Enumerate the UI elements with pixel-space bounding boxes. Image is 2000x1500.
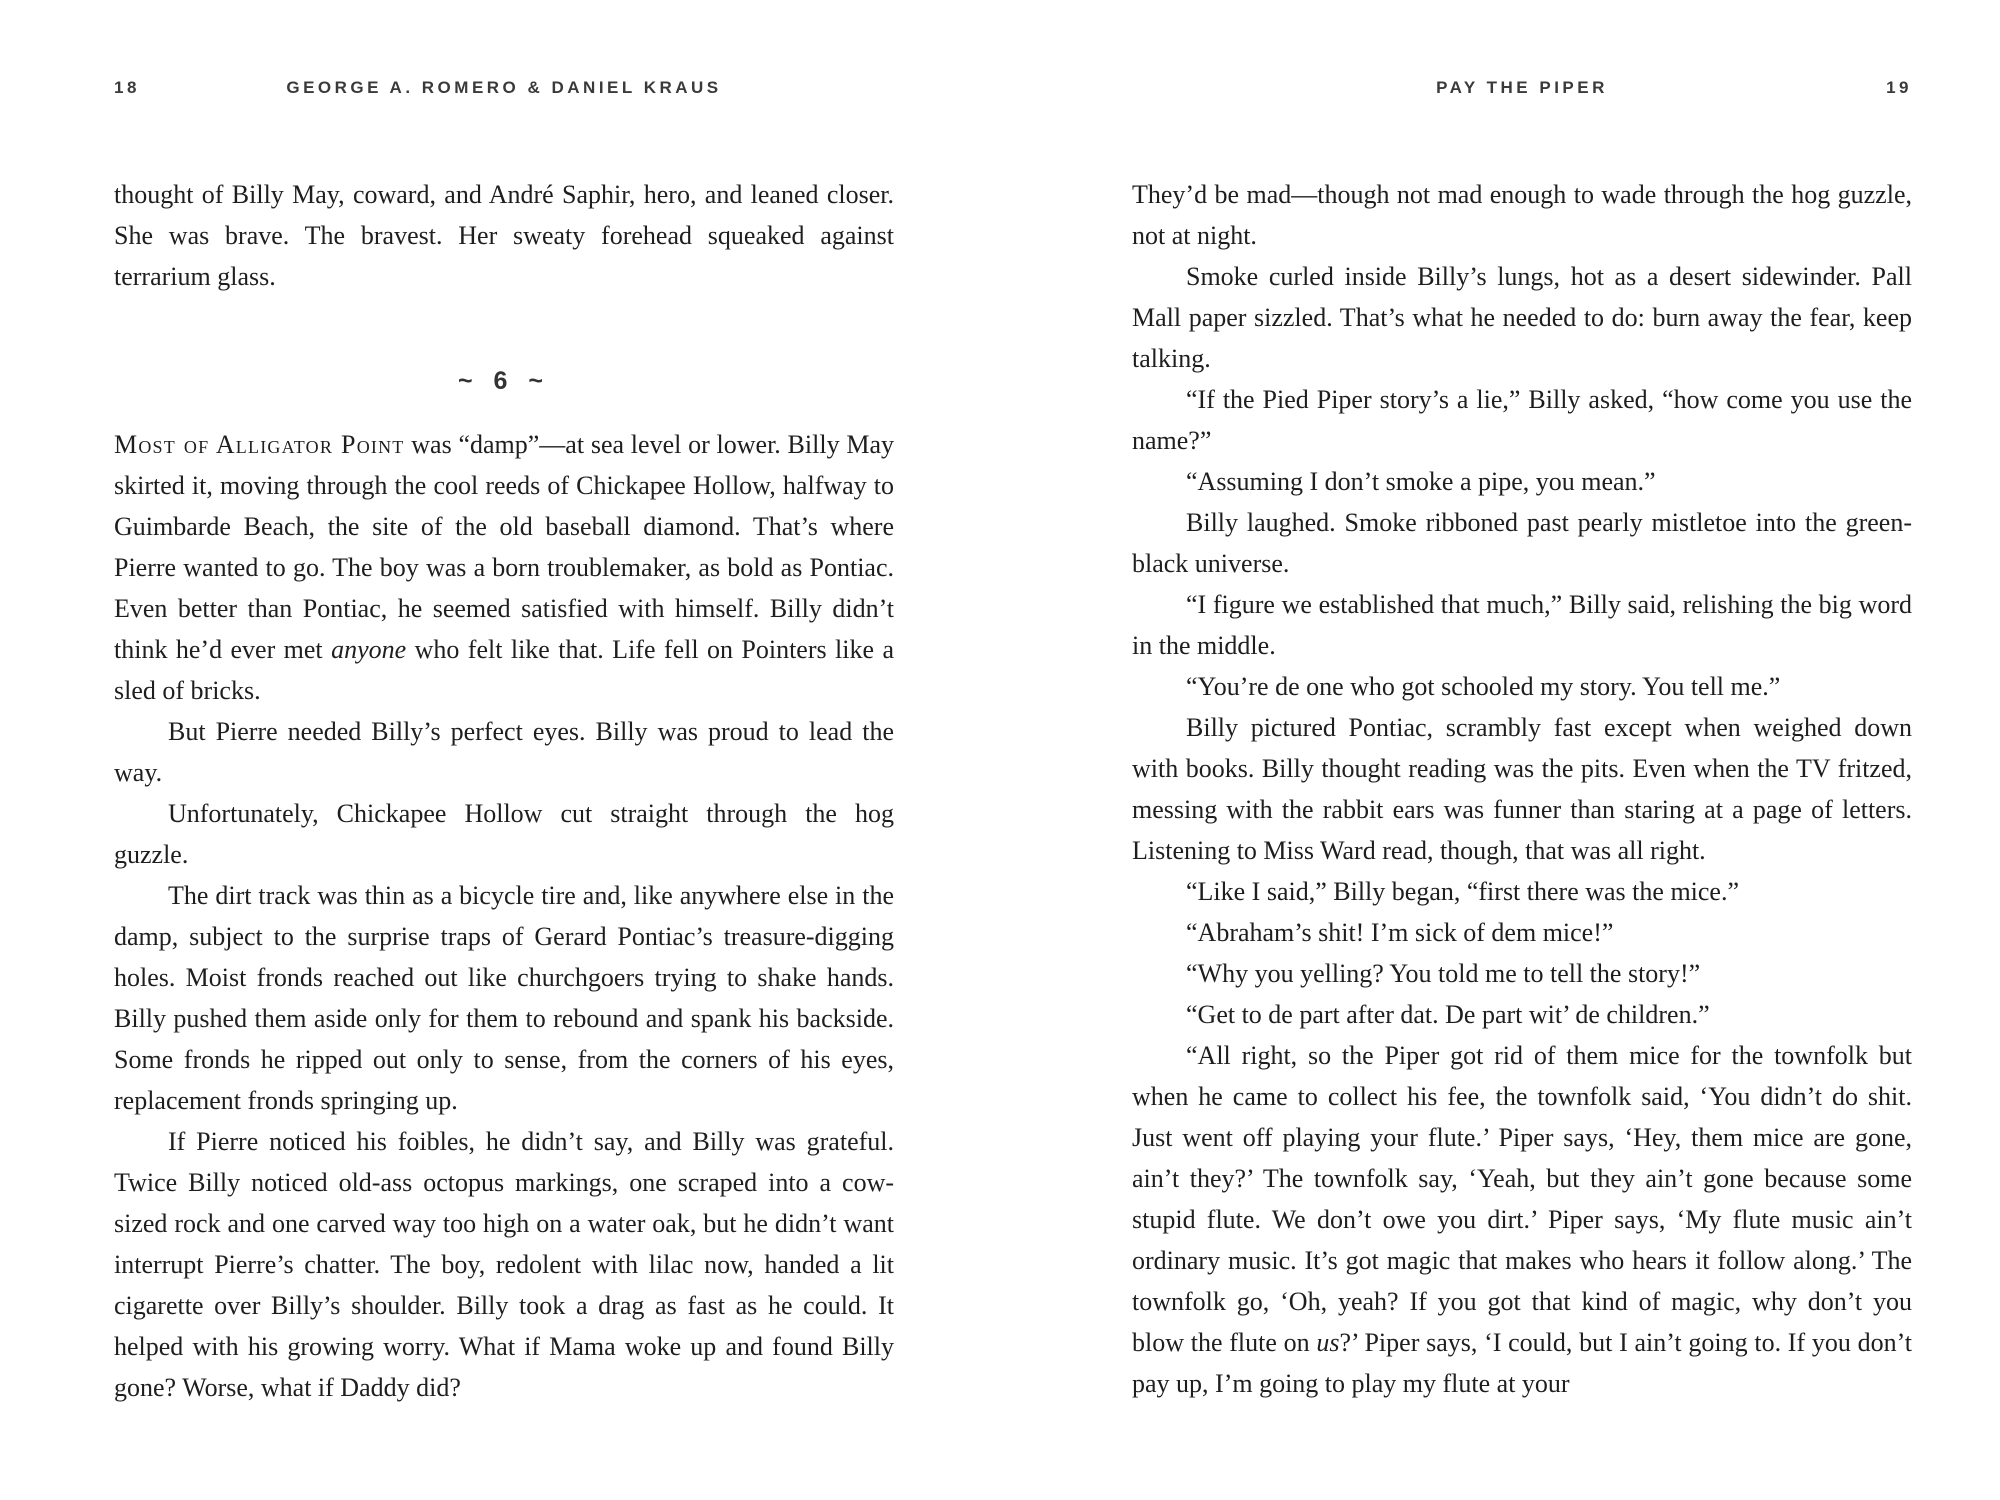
paragraph (1132, 174, 1912, 256)
right-page (1132, 78, 1912, 1404)
paragraph (1132, 953, 1912, 994)
text-segment: who felt like that. Life fell on Pointers like a sled of bricks. (114, 635, 894, 705)
text-segment: The dirt track was thin as a bicycle tire and, like anywhere else in the damp, subject to the surprise traps of Gerard Pontiac’s treasure-digging holes. Moist fronds reached out like churchgoers trying to shake hands. Billy pushed them aside only for them to rebound and spank his backside. Some fronds he ripped out only to sense, from the corners of his eyes, replacement fronds springing up. (114, 881, 894, 1115)
text-segment-italic: anyone (331, 635, 407, 664)
paragraph (1132, 994, 1912, 1035)
left-page (114, 78, 894, 1408)
text-segment: Billy laughed. Smoke ribboned past pearly mistletoe into the green-black universe. (1132, 508, 1912, 578)
text-segment: “If the Pied Piper story’s a lie,” Billy asked, “how come you use the name?” (1132, 385, 1912, 455)
right-page-header (1132, 78, 1912, 100)
text-segment: “You’re de one who got schooled my story. You tell me.” (1186, 672, 1781, 701)
text-segment: ?’ Piper says, ‘I could, but I ain’t going to. If you don’t pay up, I’m going to play my flute at your (1132, 1328, 1912, 1398)
paragraph (1132, 461, 1912, 502)
text-segment: “Assuming I don’t smoke a pipe, you mean.” (1186, 467, 1656, 496)
chapter-heading: ~ 6 ~ (458, 367, 550, 395)
text-segment: They’d be mad—though not mad enough to wade through the hog guzzle, not at night. (1132, 180, 1912, 250)
text-segment: “Abraham’s shit! I’m sick of dem mice!” (1186, 918, 1614, 947)
paragraph (1132, 912, 1912, 953)
paragraph (114, 711, 894, 793)
paragraph (1132, 379, 1912, 461)
paragraph (1132, 256, 1912, 379)
left-page-header (114, 78, 894, 100)
paragraph (114, 1121, 894, 1408)
paragraph (114, 174, 894, 297)
text-segment: “I figure we established that much,” Billy said, relishing the big word in the middle. (1132, 590, 1912, 660)
text-segment: Unfortunately, Chickapee Hollow cut straight through the hog guzzle. (114, 799, 894, 869)
paragraph (114, 424, 894, 711)
text-segment: If Pierre noticed his foibles, he didn’t say, and Billy was grateful. Twice Billy noticed old-ass octopus markings, one scraped into a cow-sized rock and one carved way too high on a water oak, but he didn’t want interrupt Pierre’s chatter. The boy, redolent with lilac now, handed a lit cigarette over Billy’s shoulder. Billy took a drag as fast as he could. It helped with his growing worry. What if Mama woke up and found Billy gone? Worse, what if Daddy did? (114, 1127, 894, 1402)
text-segment: was “damp”—at sea level or lower. Billy May skirted it, moving through the cool reeds of Chickapee Hollow, halfway to Guimbarde Beach, the site of the old baseball diamond. That’s where Pierre wanted to go. The boy was a born troublemaker, as bold as Pontiac. Even better than Pontiac, he seemed satisfied with himself. Billy didn’t think he’d ever met (114, 430, 894, 664)
text-segment: “Get to de part after dat. De part wit’ de children.” (1186, 1000, 1710, 1029)
paragraph (1132, 707, 1912, 871)
text-segment: “Like I said,” Billy began, “first there was the mice.” (1186, 877, 1740, 906)
text-segment: But Pierre needed Billy’s perfect eyes. Billy was proud to lead the way. (114, 717, 894, 787)
text-segment: Billy pictured Pontiac, scrambly fast except when weighed down with books. Billy thought reading was the pits. Even when the TV fritzed, messing with the rabbit ears was funner than staring at a page of letters. Listening to Miss Ward read, though, that was all right. (1132, 713, 1912, 865)
text-segment: thought of Billy May, coward, and André Saphir, hero, and leaned closer. She was brave. The bravest. Her sweaty forehead squeaked against terrarium glass. (114, 180, 894, 291)
text-segment: Smoke curled inside Billy’s lungs, hot as a desert sidewinder. Pall Mall paper sizzled. That’s what he needed to do: burn away the fear, keep talking. (1132, 262, 1912, 373)
paragraph (114, 875, 894, 1121)
left-page-body (114, 174, 894, 1408)
running-header-title: PAY THE PIPER (1436, 78, 1608, 97)
running-header-author: GEORGE A. ROMERO & DANIEL KRAUS (286, 78, 722, 97)
paragraph (1132, 584, 1912, 666)
paragraph (1132, 1035, 1912, 1404)
text-segment: “All right, so the Piper got rid of them mice for the townfolk but when he came to collect his fee, the townfolk said, ‘You didn’t do shit. Just went off playing your flute.’ Piper says, ‘Hey, them mice are gone, ain’t they?’ The townfolk say, ‘Yeah, but they ain’t gone because some stupid flute. We don’t owe you dirt.’ Piper says, ‘My flute music ain’t ordinary music. It’s got magic that makes who hears it follow along.’ The townfolk go, ‘Oh, yeah? If you got that kind of magic, why don’t you blow the flute on (1132, 1041, 1912, 1357)
page-number-left: 18 (114, 78, 140, 97)
paragraph (114, 793, 894, 875)
paragraph (1132, 871, 1912, 912)
paragraph (1132, 666, 1912, 707)
page-number-right: 19 (1886, 78, 1912, 97)
text-segment-smallcaps: Most of Alligator Point (114, 430, 405, 459)
text-segment: “Why you yelling? You told me to tell the story!” (1186, 959, 1701, 988)
paragraph (1132, 502, 1912, 584)
right-page-body (1132, 174, 1912, 1404)
text-segment-italic: us (1316, 1328, 1340, 1357)
